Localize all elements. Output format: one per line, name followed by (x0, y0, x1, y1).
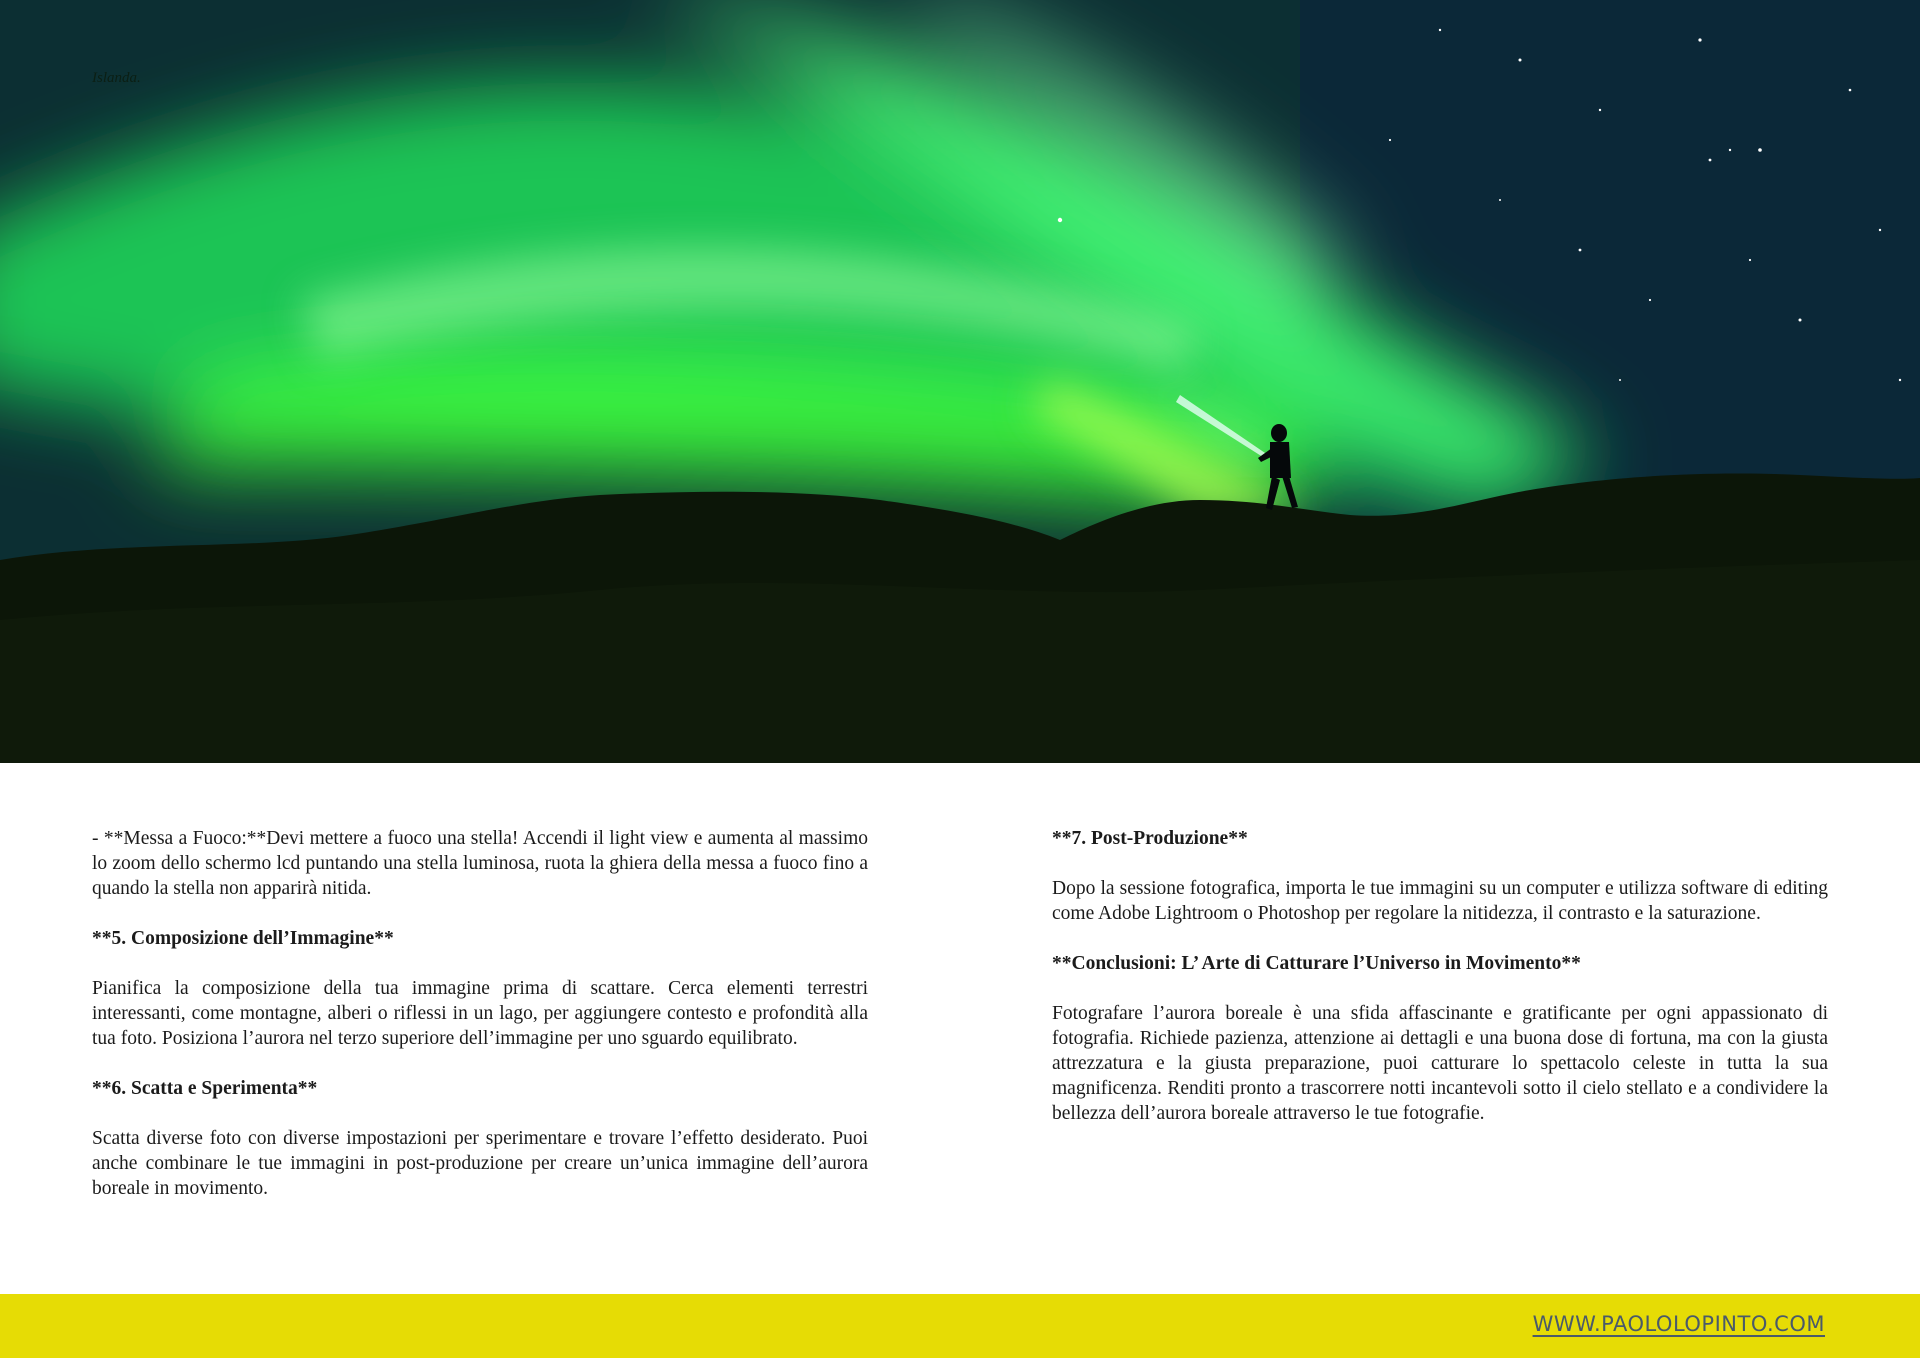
section-7-paragraph: Dopo la sessione fotografica, importa le tue immagini su un computer e utilizza software di editing come Adobe Lightroom o Photoshop per regolare la nitidezza, il contrasto e la saturazione. (1052, 878, 1828, 924)
left-column (92, 826, 868, 1226)
section-7-heading: **7. Post-Produzione** (1052, 828, 1248, 849)
section-5-paragraph: Pianifica la composizione della tua immagine prima di scattare. Cerca elementi terrestri interessanti, come montagne, alberi o riflessi in un lago, per aggiungere contesto e profondità alla tua foto. Posiziona l’aurora nel terzo superiore dell’immagine per uno sguardo equilibrato. (92, 978, 868, 1049)
right-column (1052, 826, 1828, 1151)
section-6-heading: **6. Scatta e Sperimenta** (92, 1078, 318, 1099)
conclusions-paragraph: Fotografare l’aurora boreale è una sfida affascinante e gratificante per ogni appassionato di fotografia. Richiede pazienza, attenzione ai dettagli e una buona dose di fortuna, ma con la giusta attrezzatura e la giusta preparazione, puoi catturare lo spettacolo celeste in tutta la sua magnificenza. Renditi pronto a trascorrere notti incantevoli sotto il cielo stellato e a condividere la bellezza dell’aurora boreale attraverso le tue fotografie. (1052, 1003, 1828, 1124)
photo-caption: Islanda. (92, 70, 141, 86)
section-5-heading: **5. Composizione dell’Immagine** (92, 928, 394, 949)
conclusions-heading: **Conclusioni: L’ Arte di Catturare l’Universo in Movimento** (1052, 953, 1581, 974)
website-link[interactable]: WWW.PAOLOLOPINTO.COM (1532, 1312, 1825, 1336)
section-6-paragraph: Scatta diverse foto con diverse impostazioni per sperimentare e trovare l’effetto desiderato. Puoi anche combinare le tue immagini in post-produzione per creare un’unica immagine dell’aurora boreale in movimento. (92, 1128, 868, 1199)
focus-paragraph: - **Messa a Fuoco:**Devi mettere a fuoco una stella! Accendi il light view e aumenta al massimo lo zoom dello schermo lcd puntando una stella luminosa, ruota la ghiera della messa a fuoco fino a quando la stella non apparirà nitida. (92, 828, 868, 899)
footer-bar (0, 1294, 1920, 1358)
